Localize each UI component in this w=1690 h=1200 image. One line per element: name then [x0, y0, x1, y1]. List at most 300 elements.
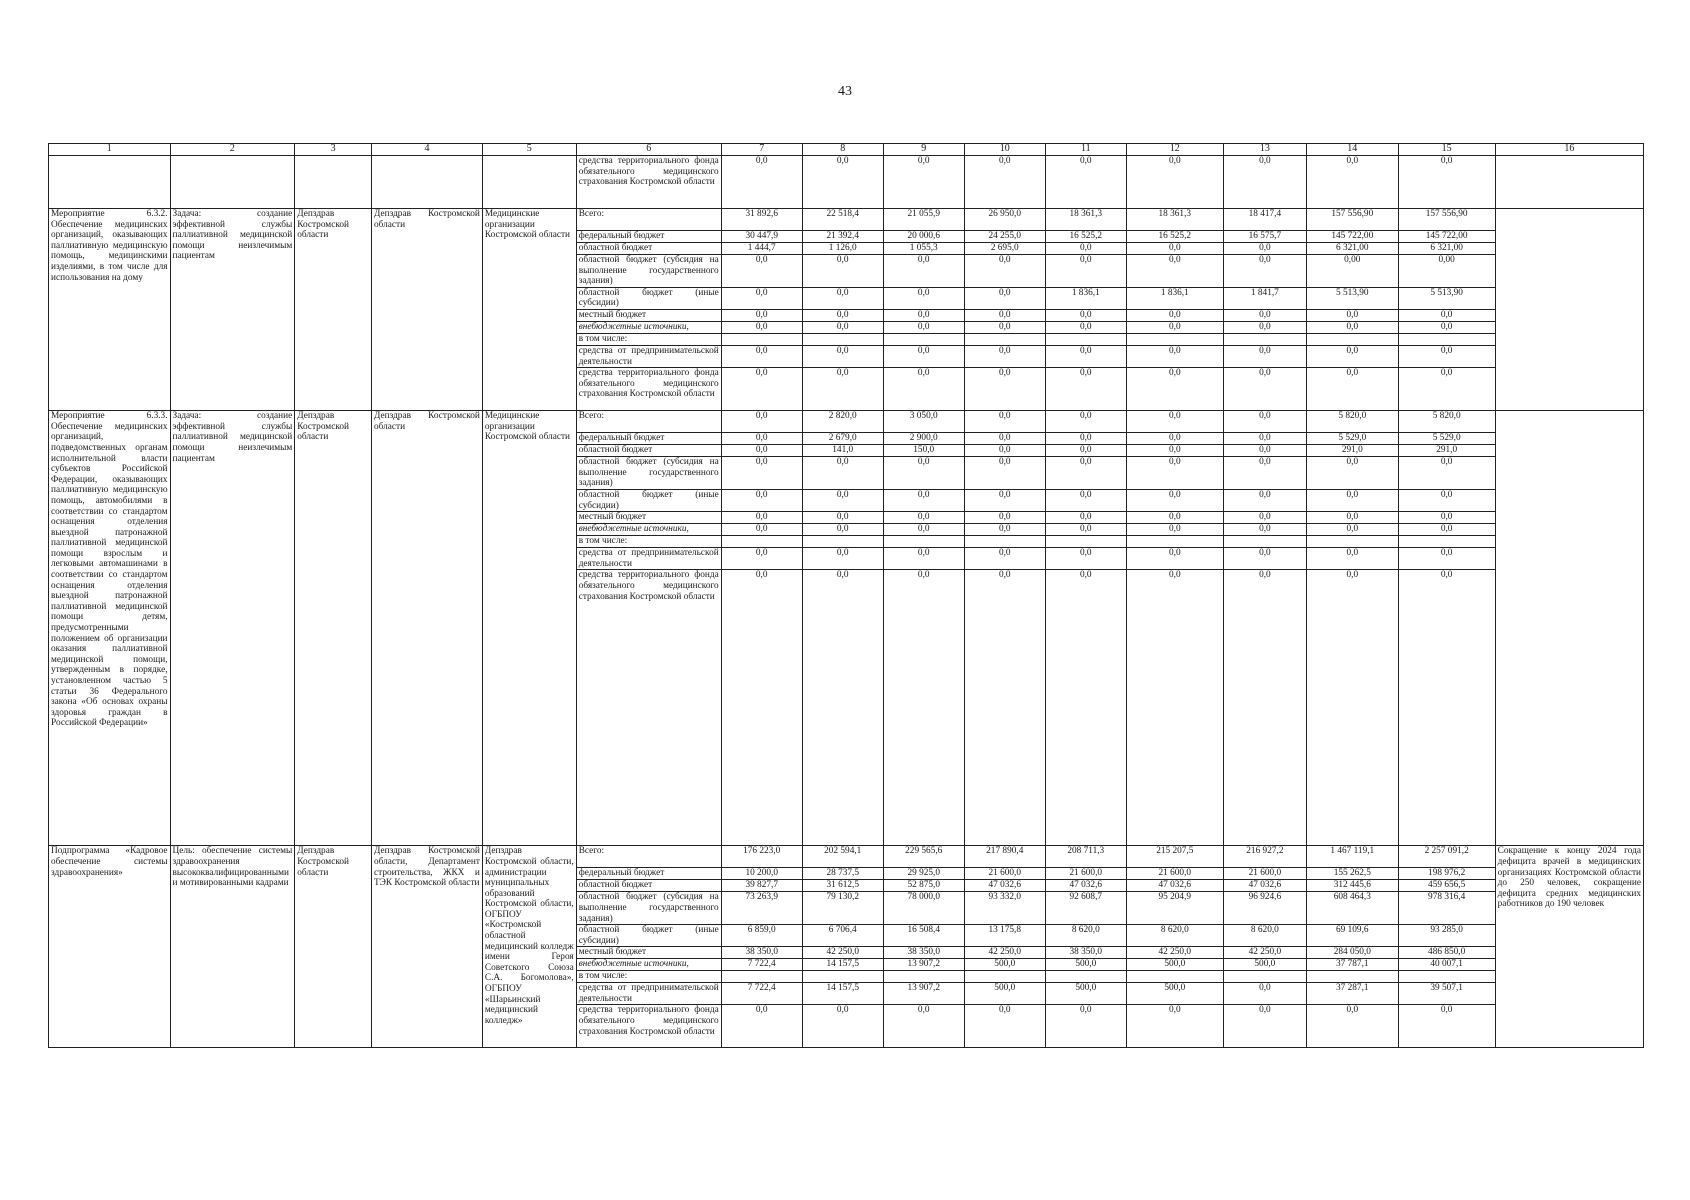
participants: Медицинские организации Костромской области — [482, 209, 576, 411]
value-cell: 21 055,9 — [883, 209, 964, 231]
value-cell: 5 529,0 — [1398, 433, 1495, 445]
value-cell: 0,0 — [1223, 156, 1306, 209]
value-cell: 8 620,0 — [1045, 925, 1126, 947]
value-cell — [721, 971, 802, 983]
value-cell: 0,0 — [721, 1005, 802, 1048]
value-cell: 0,0 — [1398, 156, 1495, 209]
value-cell: 0,0 — [802, 255, 883, 288]
value-cell: 0,0 — [802, 548, 883, 570]
value-cell — [1126, 333, 1223, 345]
value-cell: 30 447,9 — [721, 231, 802, 243]
empty-cell — [295, 156, 372, 209]
value-cell: 0,0 — [1045, 309, 1126, 321]
value-cell: 145 722,00 — [1398, 231, 1495, 243]
value-cell: 0,0 — [883, 255, 964, 288]
value-cell: 0,0 — [964, 321, 1045, 333]
funding-source-label: федеральный бюджет — [576, 868, 721, 880]
value-cell: 141,0 — [802, 445, 883, 457]
value-cell: 69 109,6 — [1306, 925, 1398, 947]
value-cell: 145 722,00 — [1306, 231, 1398, 243]
value-cell — [1398, 333, 1495, 345]
value-cell: 150,0 — [883, 445, 964, 457]
value-cell — [1045, 971, 1126, 983]
expected-result: Сокращение к концу 2024 года дефицита врачей в медицинских организациях Костромской области до 250 человек, сокращение дефицита средних медицинских работников до 190 человек — [1495, 846, 1643, 1048]
value-cell: 92 608,7 — [1045, 892, 1126, 925]
empty-cell — [49, 156, 171, 209]
value-cell: 10 200,0 — [721, 868, 802, 880]
value-cell: 0,0 — [1398, 489, 1495, 511]
block-task: Цель: обеспечение системы здравоохранения высококвалифицированными и мотивированными кадрами — [170, 846, 295, 1048]
value-cell: 0,0 — [964, 345, 1045, 367]
col-header: 6 — [576, 144, 721, 156]
value-cell: 5 529,0 — [1306, 433, 1398, 445]
value-cell: 21 600,0 — [1223, 868, 1306, 880]
expected-result — [1495, 411, 1643, 846]
value-cell: 0,0 — [802, 1005, 883, 1048]
value-cell: 0,0 — [1126, 243, 1223, 255]
value-cell: 0,0 — [1045, 255, 1126, 288]
value-cell: 0,0 — [721, 489, 802, 511]
col-header: 5 — [482, 144, 576, 156]
co-executor: Депздрав Костромской области — [372, 411, 483, 846]
value-cell: 38 350,0 — [1045, 947, 1126, 959]
value-cell: 0,0 — [1223, 309, 1306, 321]
value-cell: 0,0 — [721, 287, 802, 309]
value-cell: 0,0 — [883, 368, 964, 411]
value-cell: 155 262,5 — [1306, 868, 1398, 880]
value-cell: 0,0 — [1223, 570, 1306, 846]
table-row — [49, 156, 1644, 209]
value-cell: 0,0 — [1398, 512, 1495, 524]
value-cell: 0,0 — [964, 548, 1045, 570]
value-cell: 52 875,0 — [883, 880, 964, 892]
value-cell: 0,0 — [1126, 411, 1223, 433]
value-cell: 42 250,0 — [802, 947, 883, 959]
value-cell: 16 575,7 — [1223, 231, 1306, 243]
value-cell: 1 841,7 — [1223, 287, 1306, 309]
value-cell: 0,0 — [1126, 570, 1223, 846]
value-cell: 229 565,6 — [883, 846, 964, 868]
funding-source-label: областной бюджет — [576, 243, 721, 255]
block-title: Подпрограмма «Кадровое обеспечение системы здравоохранения» — [49, 846, 171, 1048]
value-cell: 0,0 — [1223, 457, 1306, 490]
value-cell: 1 836,1 — [1126, 287, 1223, 309]
value-cell — [883, 971, 964, 983]
value-cell: 0,0 — [721, 524, 802, 536]
funding-source-label: местный бюджет — [576, 512, 721, 524]
value-cell: 0,0 — [1126, 156, 1223, 209]
value-cell: 0,0 — [1223, 524, 1306, 536]
value-cell: 7 722,4 — [721, 983, 802, 1005]
value-cell: 6 321,00 — [1398, 243, 1495, 255]
value-cell: 1 126,0 — [802, 243, 883, 255]
value-cell: 18 361,3 — [1045, 209, 1126, 231]
value-cell: 0,0 — [721, 433, 802, 445]
value-cell: 0,0 — [1223, 548, 1306, 570]
value-cell — [1223, 333, 1306, 345]
value-cell: 47 032,6 — [1126, 880, 1223, 892]
value-cell: 0,0 — [1398, 457, 1495, 490]
value-cell — [802, 536, 883, 548]
value-cell: 18 361,3 — [1126, 209, 1223, 231]
funding-source-label: внебюджетные источники, — [576, 321, 721, 333]
empty-cell — [372, 156, 483, 209]
value-cell: 500,0 — [1045, 959, 1126, 971]
value-cell: 0,0 — [883, 287, 964, 309]
funding-source-label: Всего: — [576, 846, 721, 868]
value-cell: 0,0 — [1306, 570, 1398, 846]
value-cell: 0,0 — [1126, 1005, 1223, 1048]
value-cell: 0,0 — [964, 512, 1045, 524]
value-cell: 0,0 — [1126, 345, 1223, 367]
value-cell: 0,0 — [883, 321, 964, 333]
value-cell: 0,0 — [802, 287, 883, 309]
value-cell: 217 890,4 — [964, 846, 1045, 868]
value-cell: 0,0 — [964, 309, 1045, 321]
funding-source-label: местный бюджет — [576, 947, 721, 959]
value-cell: 1 836,1 — [1045, 287, 1126, 309]
value-cell: 5 513,90 — [1398, 287, 1495, 309]
value-cell: 291,0 — [1398, 445, 1495, 457]
value-cell: 2 900,0 — [883, 433, 964, 445]
value-cell: 1 467 119,1 — [1306, 846, 1398, 868]
value-cell: 93 285,0 — [1398, 925, 1495, 947]
value-cell: 0,0 — [1045, 321, 1126, 333]
value-cell: 5 820,0 — [1306, 411, 1398, 433]
funding-source-label: местный бюджет — [576, 309, 721, 321]
value-cell: 0,0 — [964, 156, 1045, 209]
value-cell: 31 612,5 — [802, 880, 883, 892]
funding-source-label: областной бюджет — [576, 880, 721, 892]
col-header: 12 — [1126, 144, 1223, 156]
value-cell: 0,0 — [1045, 1005, 1126, 1048]
value-cell: 29 925,0 — [883, 868, 964, 880]
value-cell: 26 950,0 — [964, 209, 1045, 231]
value-cell: 0,0 — [1126, 512, 1223, 524]
value-cell: 0,0 — [1223, 255, 1306, 288]
budget-table — [48, 143, 1644, 1048]
value-cell: 0,0 — [1306, 548, 1398, 570]
funding-source-label: в том числе: — [576, 333, 721, 345]
value-cell: 1 055,3 — [883, 243, 964, 255]
value-cell: 0,0 — [883, 570, 964, 846]
value-cell: 2 679,0 — [802, 433, 883, 445]
value-cell: 6 859,0 — [721, 925, 802, 947]
value-cell: 0,0 — [721, 411, 802, 433]
funding-source-label: областной бюджет (иные субсидии) — [576, 489, 721, 511]
value-cell: 0,0 — [1045, 512, 1126, 524]
value-cell: 0,0 — [1306, 512, 1398, 524]
value-cell: 0,0 — [802, 321, 883, 333]
value-cell: 40 007,1 — [1398, 959, 1495, 971]
value-cell: 0,0 — [964, 445, 1045, 457]
value-cell: 0,0 — [964, 524, 1045, 536]
value-cell: 0,0 — [1223, 433, 1306, 445]
col-header: 2 — [170, 144, 295, 156]
col-header: 11 — [1045, 144, 1126, 156]
value-cell: 21 600,0 — [1126, 868, 1223, 880]
value-cell: 0,0 — [721, 255, 802, 288]
value-cell — [964, 333, 1045, 345]
empty-cell — [1495, 156, 1643, 209]
col-header: 8 — [802, 144, 883, 156]
participants: Депздрав Костромской области, администрации муниципальных образований Костромской области, ОГБПОУ «Костромской областной медицинский колледж имени Героя Советского Союза С.А. Богомолова», ОГБПОУ «Шарьинский медицинский колледж» — [482, 846, 576, 1048]
value-cell — [721, 333, 802, 345]
value-cell: 7 722,4 — [721, 959, 802, 971]
value-cell — [1398, 536, 1495, 548]
value-cell: 500,0 — [1126, 959, 1223, 971]
block-title: Мероприятие 6.3.3. Обеспечение медицинских организаций, подведомственных органам исполнительной власти субъектов Российской Федерации, оказывающих паллиативную медицинскую помощь, автомобилями в соответствии со стандартом оснащения отделения выездной патронажной паллиативной медицинской помощи взрослым и легковыми автомашинами в соответствии со стандартом оснащения отделения выездной патронажной паллиативной медицинской помощи детям, предусмотренными положением об организации оказания паллиативной медицинской помощи, утвержденным в порядке, установленном частью 5 статьи 36 Федерального закона «Об основах охраны здоровья граждан в Российской Федерации» — [49, 411, 171, 846]
value-cell: 78 000,0 — [883, 892, 964, 925]
value-cell: 500,0 — [1045, 983, 1126, 1005]
col-header: 3 — [295, 144, 372, 156]
value-cell — [964, 536, 1045, 548]
value-cell: 0,0 — [1126, 368, 1223, 411]
value-cell: 0,0 — [802, 570, 883, 846]
value-cell: 0,0 — [883, 512, 964, 524]
funding-source-label: средства территориального фонда обязательного медицинского страхования Костромской области — [576, 368, 721, 411]
value-cell: 37 787,1 — [1306, 959, 1398, 971]
value-cell: 0,0 — [1045, 156, 1126, 209]
value-cell: 0,0 — [1045, 433, 1126, 445]
value-cell — [1045, 536, 1126, 548]
value-cell: 13 907,2 — [883, 959, 964, 971]
value-cell: 38 350,0 — [721, 947, 802, 959]
value-cell: 0,0 — [721, 309, 802, 321]
value-cell: 31 892,6 — [721, 209, 802, 231]
responsible-executor: Депздрав Костромской области — [295, 846, 372, 1048]
col-header: 7 — [721, 144, 802, 156]
value-cell: 0,0 — [1045, 548, 1126, 570]
value-cell — [721, 536, 802, 548]
value-cell: 39 827,7 — [721, 880, 802, 892]
value-cell — [1398, 971, 1495, 983]
value-cell: 16 525,2 — [1126, 231, 1223, 243]
funding-source-label: внебюджетные источники, — [576, 959, 721, 971]
value-cell: 0,0 — [1306, 156, 1398, 209]
funding-source-label: средства территориального фонда обязательного медицинского страхования Костромской области — [576, 1005, 721, 1048]
value-cell: 0,0 — [1398, 548, 1495, 570]
value-cell: 0,0 — [964, 287, 1045, 309]
value-cell: 0,0 — [964, 255, 1045, 288]
value-cell: 0,0 — [802, 368, 883, 411]
value-cell: 16 508,4 — [883, 925, 964, 947]
value-cell: 42 250,0 — [1223, 947, 1306, 959]
value-cell: 0,00 — [1306, 255, 1398, 288]
value-cell: 0,0 — [1126, 548, 1223, 570]
value-cell: 0,00 — [1398, 255, 1495, 288]
value-cell: 0,0 — [721, 156, 802, 209]
value-cell: 0,0 — [1126, 445, 1223, 457]
value-cell: 0,0 — [802, 524, 883, 536]
value-cell: 18 417,4 — [1223, 209, 1306, 231]
value-cell: 0,0 — [1126, 524, 1223, 536]
col-header: 14 — [1306, 144, 1398, 156]
value-cell: 2 257 091,2 — [1398, 846, 1495, 868]
value-cell: 0,0 — [1306, 368, 1398, 411]
value-cell — [1223, 971, 1306, 983]
value-cell: 0,0 — [883, 524, 964, 536]
funding-source-label: областной бюджет (иные субсидии) — [576, 287, 721, 309]
value-cell: 0,0 — [1126, 321, 1223, 333]
value-cell: 216 927,2 — [1223, 846, 1306, 868]
value-cell: 38 350,0 — [883, 947, 964, 959]
value-cell: 0,0 — [964, 457, 1045, 490]
value-cell: 608 464,3 — [1306, 892, 1398, 925]
funding-source-label: внебюджетные источники, — [576, 524, 721, 536]
value-cell: 0,0 — [1126, 433, 1223, 445]
value-cell: 284 050,0 — [1306, 947, 1398, 959]
value-cell: 21 600,0 — [964, 868, 1045, 880]
participants: Медицинские организации Костромской области — [482, 411, 576, 846]
page-number: 43 — [838, 84, 852, 99]
value-cell: 486 850,0 — [1398, 947, 1495, 959]
value-cell: 459 656,5 — [1398, 880, 1495, 892]
value-cell: 0,0 — [883, 345, 964, 367]
value-cell: 500,0 — [964, 983, 1045, 1005]
value-cell: 13 907,2 — [883, 983, 964, 1005]
empty-cell — [482, 156, 576, 209]
value-cell: 176 223,0 — [721, 846, 802, 868]
value-cell: 0,0 — [964, 411, 1045, 433]
value-cell: 157 556,90 — [1398, 209, 1495, 231]
funding-source-label: федеральный бюджет — [576, 433, 721, 445]
co-executor: Депздрав Костромской области — [372, 209, 483, 411]
value-cell: 0,0 — [1306, 457, 1398, 490]
value-cell: 0,0 — [964, 1005, 1045, 1048]
value-cell: 0,0 — [883, 1005, 964, 1048]
value-cell: 0,0 — [1045, 243, 1126, 255]
table-row — [49, 209, 1644, 231]
value-cell: 13 175,8 — [964, 925, 1045, 947]
funding-source-label: средства от предпринимательской деятельности — [576, 548, 721, 570]
value-cell: 0,0 — [964, 368, 1045, 411]
funding-source-label: областной бюджет (субсидия на выполнение государственного задания) — [576, 255, 721, 288]
value-cell: 500,0 — [1126, 983, 1223, 1005]
funding-source-label: средства территориального фонда обязательного медицинского страхования Костромской области — [576, 156, 721, 209]
value-cell — [883, 536, 964, 548]
funding-source-label: в том числе: — [576, 971, 721, 983]
value-cell: 0,0 — [1045, 445, 1126, 457]
value-cell: 0,0 — [883, 309, 964, 321]
col-header: 4 — [372, 144, 483, 156]
col-header: 9 — [883, 144, 964, 156]
value-cell: 5 513,90 — [1306, 287, 1398, 309]
value-cell: 73 263,9 — [721, 892, 802, 925]
value-cell — [1045, 333, 1126, 345]
value-cell: 39 507,1 — [1398, 983, 1495, 1005]
value-cell: 0,0 — [1306, 524, 1398, 536]
funding-source-label: областной бюджет (субсидия на выполнение государственного задания) — [576, 457, 721, 490]
funding-source-label: Всего: — [576, 411, 721, 433]
value-cell: 0,0 — [1045, 570, 1126, 846]
value-cell: 0,0 — [721, 445, 802, 457]
value-cell: 0,0 — [883, 548, 964, 570]
value-cell: 0,0 — [883, 156, 964, 209]
value-cell: 500,0 — [964, 959, 1045, 971]
value-cell — [1223, 536, 1306, 548]
funding-source-label: в том числе: — [576, 536, 721, 548]
funding-source-label: областной бюджет (субсидия на выполнение государственного задания) — [576, 892, 721, 925]
empty-cell — [170, 156, 295, 209]
value-cell: 16 525,2 — [1045, 231, 1126, 243]
value-cell: 0,0 — [802, 512, 883, 524]
value-cell: 47 032,6 — [964, 880, 1045, 892]
expected-result — [1495, 209, 1643, 411]
value-cell: 14 157,5 — [802, 959, 883, 971]
value-cell: 20 000,6 — [883, 231, 964, 243]
value-cell: 42 250,0 — [1126, 947, 1223, 959]
value-cell: 0,0 — [1126, 255, 1223, 288]
value-cell: 37 287,1 — [1306, 983, 1398, 1005]
value-cell: 0,0 — [1126, 309, 1223, 321]
value-cell: 0,0 — [1306, 489, 1398, 511]
value-cell: 6 321,00 — [1306, 243, 1398, 255]
value-cell: 24 255,0 — [964, 231, 1045, 243]
value-cell: 0,0 — [721, 570, 802, 846]
value-cell: 2 695,0 — [964, 243, 1045, 255]
value-cell: 6 706,4 — [802, 925, 883, 947]
value-cell: 95 204,9 — [1126, 892, 1223, 925]
value-cell: 0,0 — [1398, 321, 1495, 333]
value-cell: 0,0 — [1306, 309, 1398, 321]
value-cell: 0,0 — [721, 548, 802, 570]
value-cell — [1126, 971, 1223, 983]
funding-source-label: Всего: — [576, 209, 721, 231]
value-cell: 0,0 — [1223, 321, 1306, 333]
value-cell: 22 518,4 — [802, 209, 883, 231]
value-cell — [964, 971, 1045, 983]
table-row — [49, 411, 1644, 433]
value-cell: 0,0 — [1223, 243, 1306, 255]
value-cell — [802, 333, 883, 345]
value-cell: 312 445,6 — [1306, 880, 1398, 892]
value-cell: 0,0 — [964, 433, 1045, 445]
value-cell: 1 444,7 — [721, 243, 802, 255]
value-cell: 0,0 — [1045, 411, 1126, 433]
column-number-row — [49, 144, 1644, 156]
value-cell: 79 130,2 — [802, 892, 883, 925]
value-cell: 0,0 — [1223, 1005, 1306, 1048]
value-cell: 96 924,6 — [1223, 892, 1306, 925]
value-cell: 0,0 — [1223, 445, 1306, 457]
co-executor: Депздрав Костромской области, Департамент строительства, ЖКХ и ТЭК Костромской области — [372, 846, 483, 1048]
funding-source-label: федеральный бюджет — [576, 231, 721, 243]
value-cell: 0,0 — [1398, 1005, 1495, 1048]
value-cell: 0,0 — [1398, 368, 1495, 411]
value-cell — [1306, 333, 1398, 345]
value-cell: 0,0 — [1223, 983, 1306, 1005]
value-cell: 291,0 — [1306, 445, 1398, 457]
value-cell: 0,0 — [883, 457, 964, 490]
value-cell: 0,0 — [1045, 457, 1126, 490]
value-cell — [1126, 536, 1223, 548]
value-cell: 8 620,0 — [1223, 925, 1306, 947]
col-header: 13 — [1223, 144, 1306, 156]
value-cell: 0,0 — [1306, 1005, 1398, 1048]
block-task: Задача: создание эффективной службы паллиативной медицинской помощи неизлечимым пациентам — [170, 411, 295, 846]
block-title: Мероприятие 6.3.2. Обеспечение медицинских организаций, оказывающих паллиативную медицинскую помощь, медицинскими изделиями, в том числе для использования на дому — [49, 209, 171, 411]
value-cell: 0,0 — [1306, 321, 1398, 333]
value-cell: 0,0 — [802, 457, 883, 490]
value-cell: 0,0 — [1045, 524, 1126, 536]
value-cell — [802, 971, 883, 983]
value-cell: 0,0 — [1223, 512, 1306, 524]
responsible-executor: Депздрав Костромской области — [295, 209, 372, 411]
col-header: 15 — [1398, 144, 1495, 156]
value-cell: 42 250,0 — [964, 947, 1045, 959]
value-cell: 0,0 — [1126, 489, 1223, 511]
